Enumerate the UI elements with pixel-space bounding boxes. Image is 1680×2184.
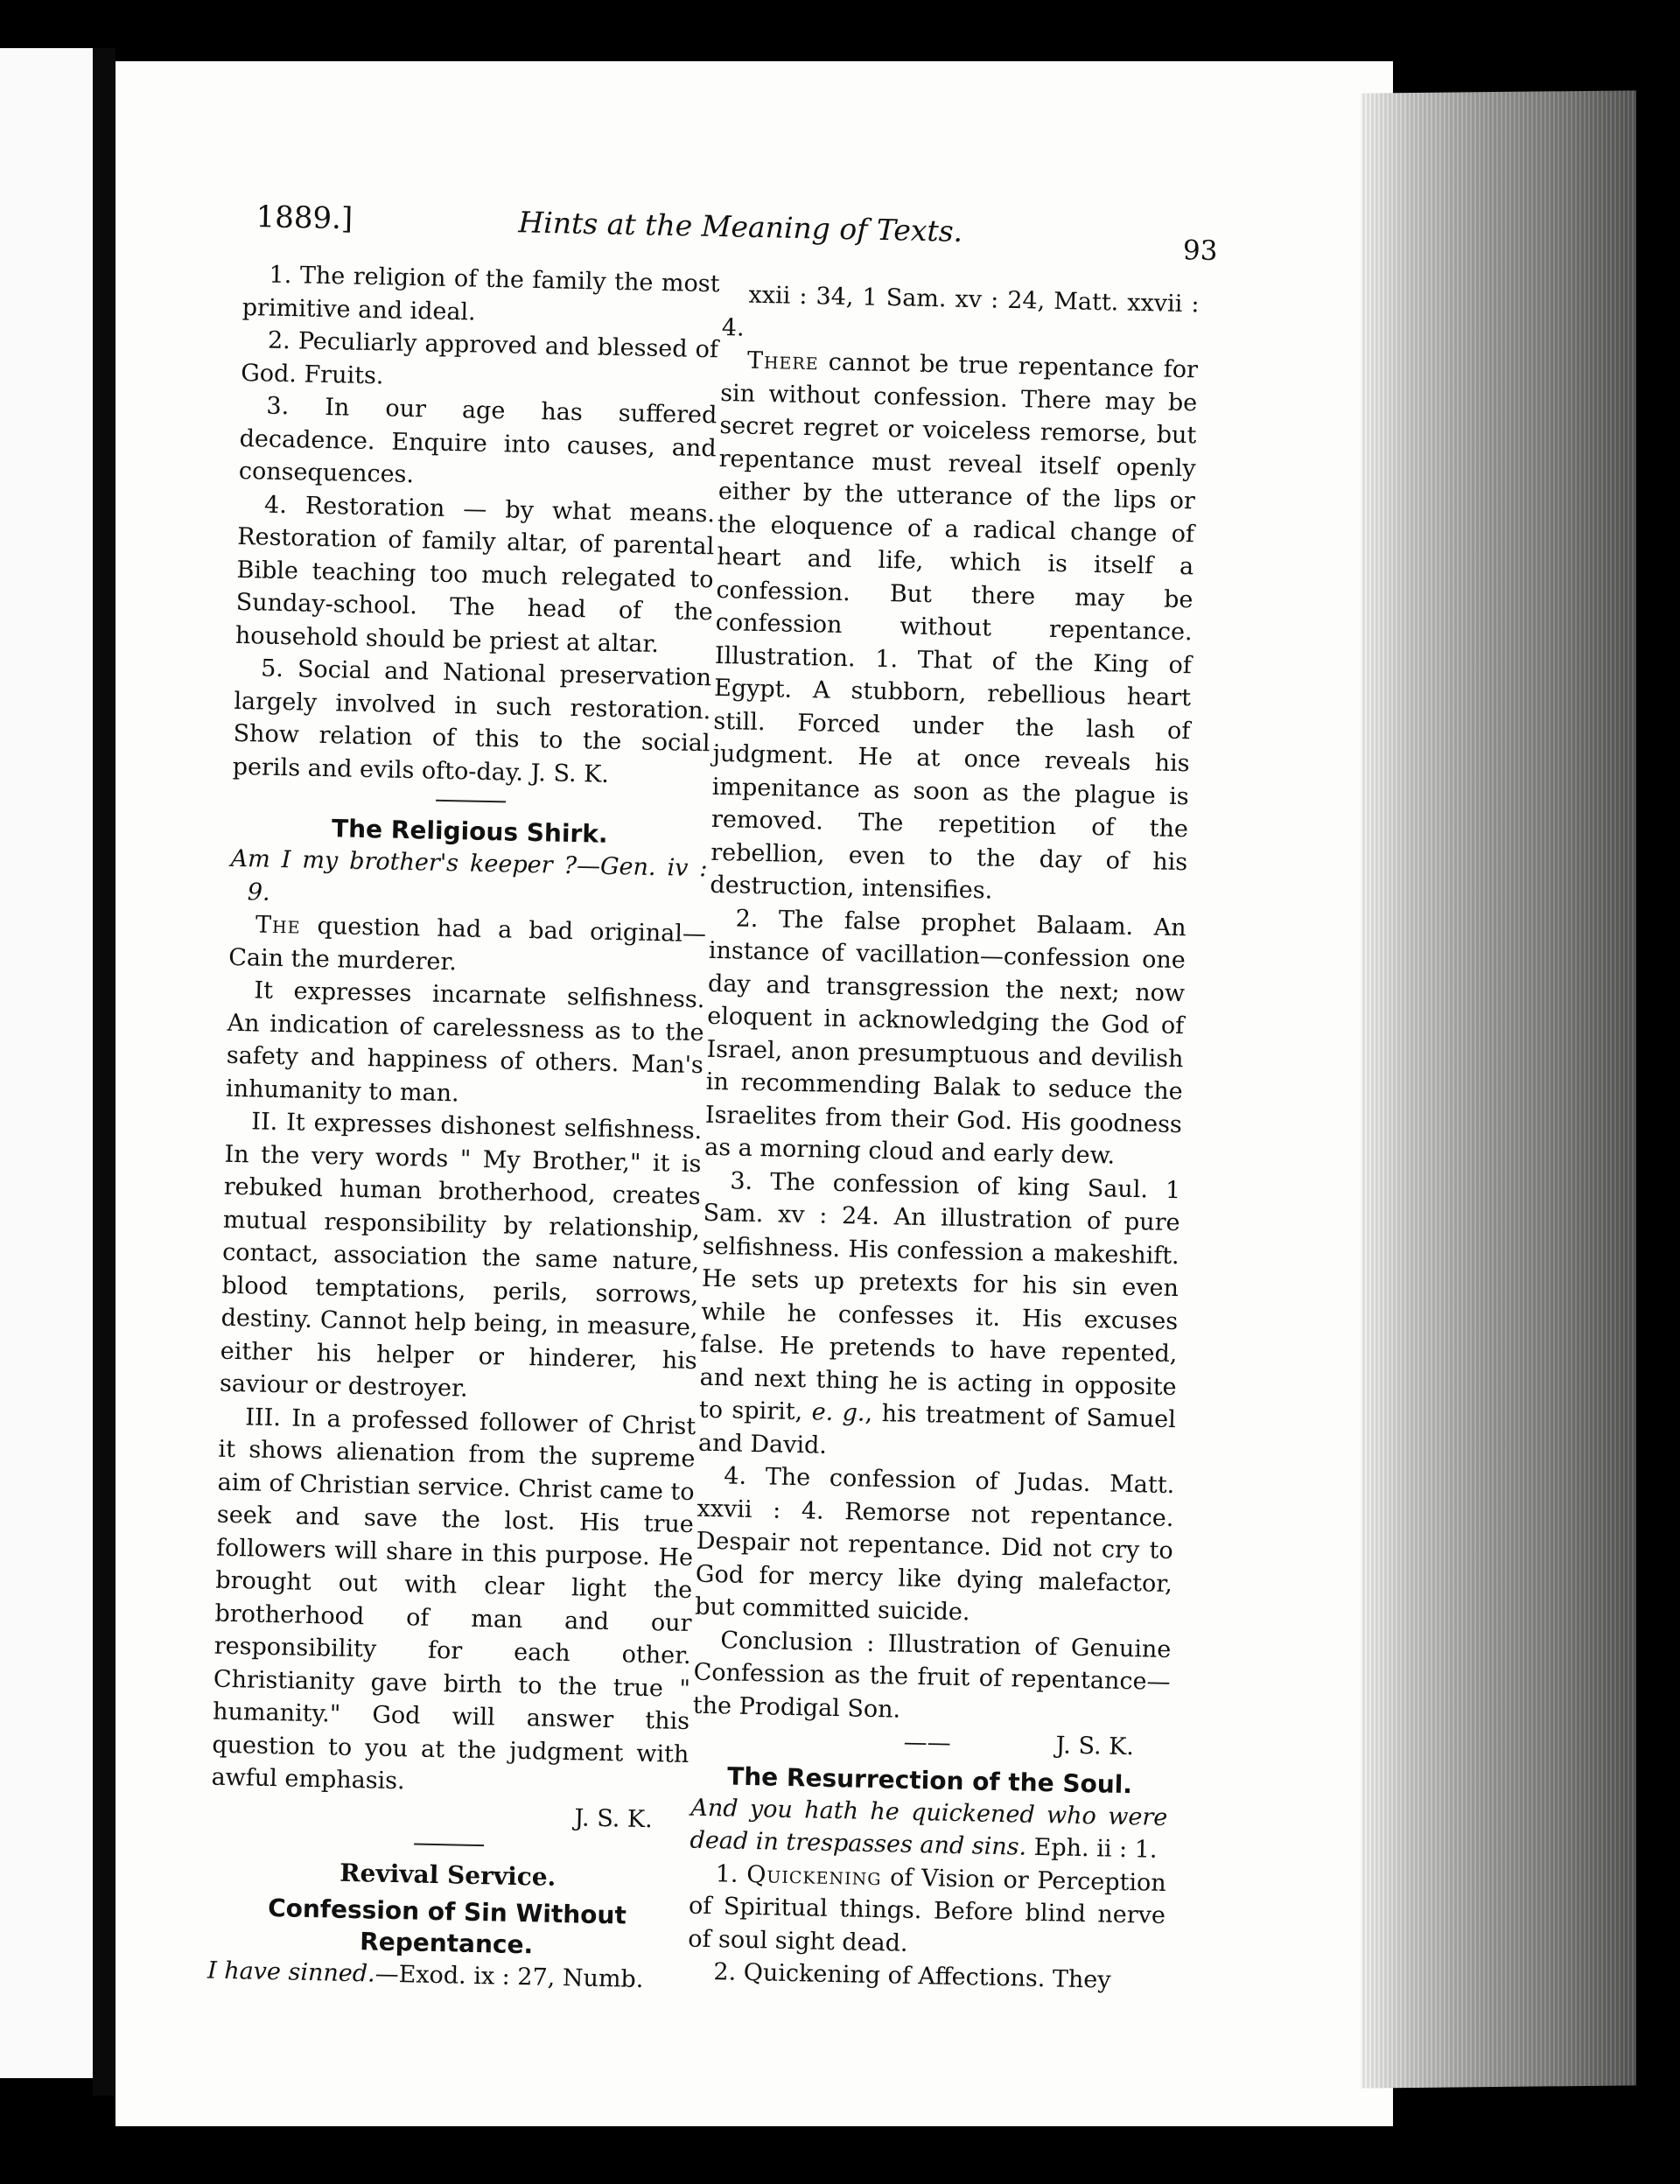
list-item: 5. Social and National preservation largely involved in such restoration. Show relation of this to the social perils and evils ofto-day. J. S. K. bbox=[232, 654, 712, 788]
lead-word: There bbox=[746, 346, 819, 376]
page-number: 93 bbox=[1182, 234, 1218, 268]
scripture-text-continued: xxii : 34, 1 Sam. xv : 24, Matt. xxvii : 4. bbox=[721, 281, 1200, 342]
paragraph: III. In a professed follower of Christ it shows alienation from the supreme aim of Christian service. Christ came to seek and save the lost. His true followers will share in this purpose. He brought out with clear light the brotherhood of man and our responsibility for each other. Christianity gave birth to the true " humanity." God will answer this question to you at the judgment with awful emphasis. bbox=[211, 1403, 696, 1796]
paragraph bbox=[688, 1857, 1166, 1965]
section-heading: The Religious Shirk. bbox=[331, 814, 608, 849]
paragraph bbox=[698, 1164, 1181, 1469]
lead-word: The bbox=[255, 911, 301, 940]
list-item: 3. In our age has suffered decadence. Enquire into causes, and consequences. bbox=[238, 392, 718, 489]
paragraph-text: 3. The confession of king Saul. 1 Sam. xv : 24. An illustration of pure selfishness. His confession a makeshift. He sets up pretexts for his sin even while he confesses it. His excuses false. He pretends to have repented, and next thing he is acting in opposite to spirit, bbox=[698, 1166, 1181, 1426]
scripture-text: Am I my brother's keeper ?—Gen. iv : 9. bbox=[230, 844, 708, 906]
section-divider bbox=[414, 1843, 484, 1846]
paragraph: 2. The false prophet Balaam. An instance of vacillation—confession one day and transgression the next; now eloquent in acknowledging the God of Israel, anon presumptuous and devilish in recommending Balak to seduce the Israelites from their God. His goodness as a morning cloud and early dew. bbox=[704, 904, 1186, 1170]
paragraph bbox=[710, 344, 1198, 912]
paragraph-text: of Vision or Perception of Spiritual things. Before blind nerve of soul sight dead. bbox=[687, 1863, 1167, 1957]
header-title: Hints at the Meaning of Texts. bbox=[518, 205, 963, 248]
paragraph-text: , his treatment of Samuel and David. bbox=[697, 1399, 1177, 1460]
section-heading: Confession of Sin Without Repentance. bbox=[267, 1894, 627, 1960]
section-divider bbox=[436, 800, 506, 803]
abbreviation: e. g. bbox=[811, 1398, 865, 1427]
text-ref: Eph. ii : 1. bbox=[1026, 1833, 1158, 1864]
book-gutter bbox=[93, 48, 116, 2096]
scripture-text bbox=[690, 1791, 1167, 1866]
paragraph: It expresses incarnate selfishness. An indication of carelessness as to the safety and happiness of others. Man's inhumanity to man. bbox=[225, 976, 705, 1107]
item-number: 1. bbox=[715, 1859, 747, 1888]
text-italic: And you hath he quickened who were dead in trespasses and sins. bbox=[690, 1794, 1168, 1861]
right-column bbox=[687, 278, 1200, 1998]
header-year: 1889.] bbox=[256, 200, 354, 237]
section-label: Revival Service. bbox=[339, 1858, 556, 1892]
section-heading: The Resurrection of the Soul. bbox=[726, 1760, 1133, 1799]
previous-page-edge bbox=[0, 48, 105, 2078]
paragraph-text: question had a bad original—Cain the murderer. bbox=[228, 912, 707, 976]
paragraph bbox=[228, 908, 706, 984]
lead-word: Quickening bbox=[746, 1860, 882, 1891]
list-item: 1. The religion of the family the most primitive and ideal. bbox=[242, 261, 720, 326]
dash: —— bbox=[903, 1728, 951, 1757]
paragraph: 4. The confession of Judas. Matt. xxvii : 4. Remorse not repentance. Despair not repentance. Did not cry to God for mercy like dying malefactor, but committed suicide. bbox=[694, 1462, 1175, 1627]
list-item: 4. Restoration — by what means. Restoration of family altar, of parental Bible teaching too much relegated to Sunday-school. The head of the household should be priest at altar. bbox=[234, 491, 716, 658]
list-item: 2. Peculiarly approved and blessed of God. Fruits. bbox=[240, 326, 719, 389]
text-italic: I have sinned. bbox=[206, 1956, 375, 1988]
text-ref: —Exod. ix : 27, Numb. bbox=[374, 1960, 644, 1994]
signature: J. S. K. bbox=[1055, 1732, 1135, 1761]
signature: J. S. K. bbox=[574, 1803, 654, 1833]
book-fore-edge bbox=[1361, 90, 1636, 2088]
left-column bbox=[207, 258, 720, 1997]
paragraph: 2. Quickening of Affections. They bbox=[713, 1958, 1111, 1994]
paragraph-text: cannot be true repentance for sin without confession. There may be secret regret or voiceless remorse, but repentance must reveal itself openly either by the utterance of the lips or the eloquence of a radical change of heart and life, which is itself a confession. But there may be confession without repentance. Illustration. 1. That of the King of Egypt. A stubborn, rebellious heart still. Forced under the lash of judgment. He at once reveals his impenitance as soon as the plague is removed. The repetition of the rebellion, even to the day of his destruction, intensifies. bbox=[710, 348, 1199, 905]
paragraph: II. It expresses dishonest selfishness. In the very words " My Brother," it is rebuked human brotherhood, creates mutual responsibility by relationship, contact, association the same nature, blood temptations, perils, sorrows, destiny. Cannot help being, in measure, either his helper or hinderer, his saviour or destroyer. bbox=[219, 1108, 703, 1403]
paragraph: Conclusion : Illustration of Genuine Confession as the fruit of repentance—the Prodigal Son. bbox=[692, 1626, 1172, 1724]
